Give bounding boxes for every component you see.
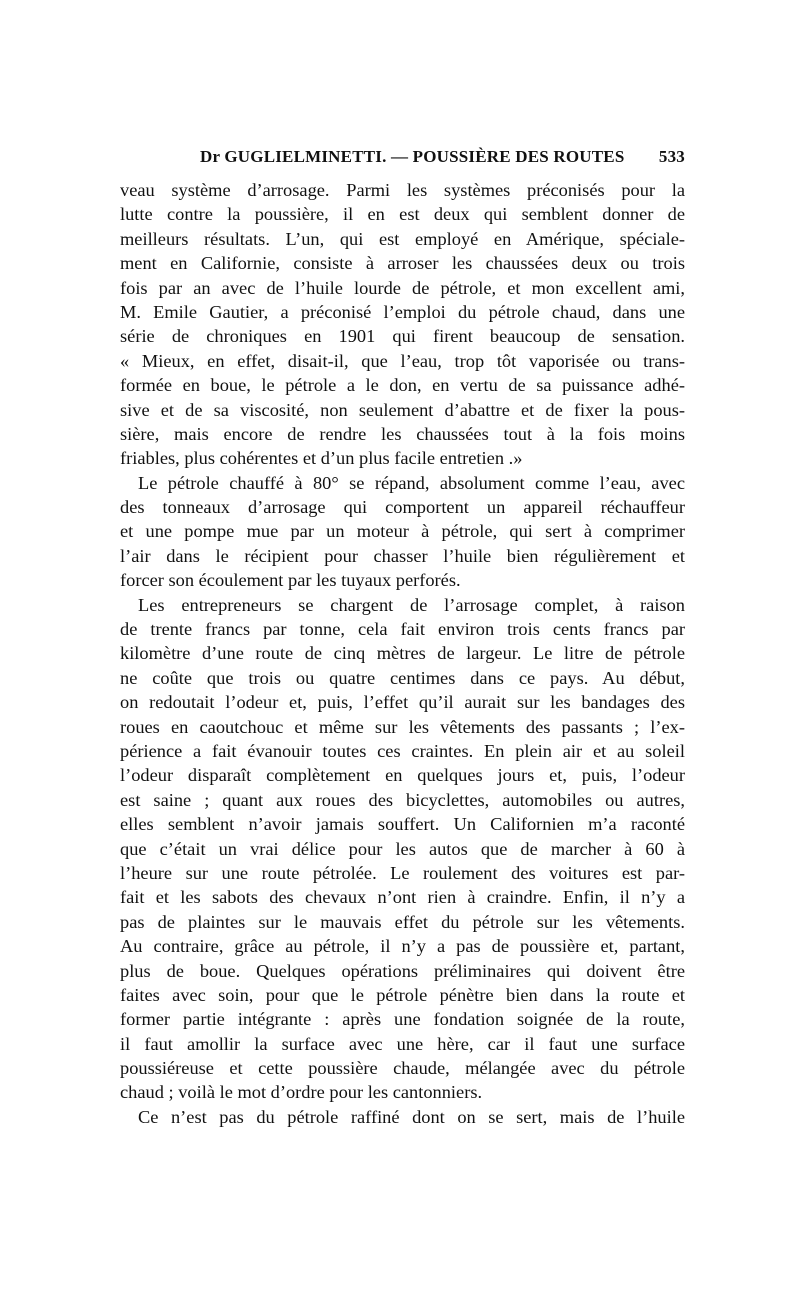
text-line: sive et de sa viscosité, non seulement d’abattre et de fixer la pous- — [120, 399, 685, 420]
page-number: 533 — [658, 147, 685, 166]
text-line: l’air dans le récipient pour chasser l’huile bien régulièrement et — [120, 545, 685, 566]
text-line: roues en caoutchouc et même sur les vêtements des passants ; l’ex- — [120, 716, 685, 737]
text-line: des tonneaux d’arrosage qui comportent un appareil réchauffeur — [120, 497, 685, 518]
text-line: que c’était un vrai délice pour les autos que de marcher à 60 à — [120, 838, 685, 859]
text-line: Les entrepreneurs se chargent de l’arrosage complet, à raison — [138, 594, 685, 615]
text-line: lutte contre la poussière, il en est deux qui semblent donner de — [120, 204, 685, 225]
text-line: M. Emile Gautier, a préconisé l’emploi du pétrole chaud, dans une — [120, 301, 685, 322]
text-line: ment en Californie, consiste à arroser les chaussées deux ou trois — [120, 253, 685, 274]
text-line: série de chroniques en 1901 qui firent beaucoup de sensation. — [120, 326, 685, 347]
text-line: plus de boue. Quelques opérations préliminaires qui doivent être — [120, 960, 685, 981]
text-line: Le pétrole chauffé à 80° se répand, absolument comme l’eau, avec — [138, 472, 685, 493]
running-header — [120, 147, 685, 171]
text-line: Ce n’est pas du pétrole raffiné dont on se sert, mais de l’huile — [138, 1106, 685, 1127]
text-line: kilomètre d’une route de cinq mètres de largeur. Le litre de pétrole — [120, 643, 685, 664]
text-line: meilleurs résultats. L’un, qui est employé en Amérique, spéciale- — [120, 228, 685, 249]
text-line: « Mieux, en effet, disait-il, que l’eau, trop tôt vaporisée ou trans- — [120, 350, 685, 371]
text-line: fait et les sabots des chevaux n’ont rien à craindre. Enfin, il n’y a — [120, 887, 685, 908]
text-line: faites avec soin, pour que le pétrole pénètre bien dans la route et — [120, 984, 685, 1005]
text-line: chaud ; voilà le mot d’ordre pour les cantonniers. — [120, 1082, 483, 1103]
text-line: former partie intégrante : après une fondation soignée de la route, — [120, 1009, 685, 1030]
text-line: l’heure sur une route pétrolée. Le roulement des voitures est par- — [120, 862, 685, 883]
text-line: il faut amollir la surface avec une hère, car il faut une surface — [120, 1033, 685, 1054]
text-line: friables, plus cohérentes et d’un plus facile entretien .» — [120, 448, 523, 469]
text-line: est saine ; quant aux roues des bicyclettes, automobiles ou autres, — [120, 789, 685, 810]
text-line: périence a fait évanouir toutes ces craintes. En plein air et au soleil — [120, 740, 685, 761]
text-line: forcer son écoulement par les tuyaux perforés. — [120, 570, 461, 591]
text-line: ne coûte que trois ou quatre centimes dans ce pays. Au début, — [120, 667, 685, 688]
text-line: elles semblent n’avoir jamais souffert. Un Californien m’a raconté — [120, 814, 685, 835]
text-line: formée en boue, le pétrole a le don, en vertu de sa puissance adhé- — [120, 375, 685, 396]
text-line: veau système d’arrosage. Parmi les systèmes préconisés pour la — [120, 180, 685, 200]
running-head-title: Dr GUGLIELMINETTI. — POUSSIÈRE DES ROUTES — [200, 147, 625, 166]
text-line: Au contraire, grâce au pétrole, il n’y a pas de poussière et, partant, — [120, 936, 685, 957]
text-line: pas de plaintes sur le mauvais effet du pétrole sur les vêtements. — [120, 911, 685, 932]
text-line: de trente francs par tonne, cela fait environ trois cents francs par — [120, 619, 685, 640]
text-line: poussiéreuse et cette poussière chaude, mélangée avec du pétrole — [120, 1058, 685, 1079]
text-line: sière, mais encore de rendre les chaussées tout à la fois moins — [120, 423, 685, 444]
text-line: et une pompe mue par un moteur à pétrole, qui sert à comprimer — [120, 521, 685, 542]
body-text — [120, 178, 685, 1129]
text-line: on redoutait l’odeur et, puis, l’effet qu’il aurait sur les bandages des — [120, 692, 685, 713]
text-line: fois par an avec de l’huile lourde de pétrole, et mon excellent ami, — [120, 277, 685, 298]
text-line: l’odeur disparaît complètement en quelques jours et, puis, l’odeur — [120, 765, 685, 786]
